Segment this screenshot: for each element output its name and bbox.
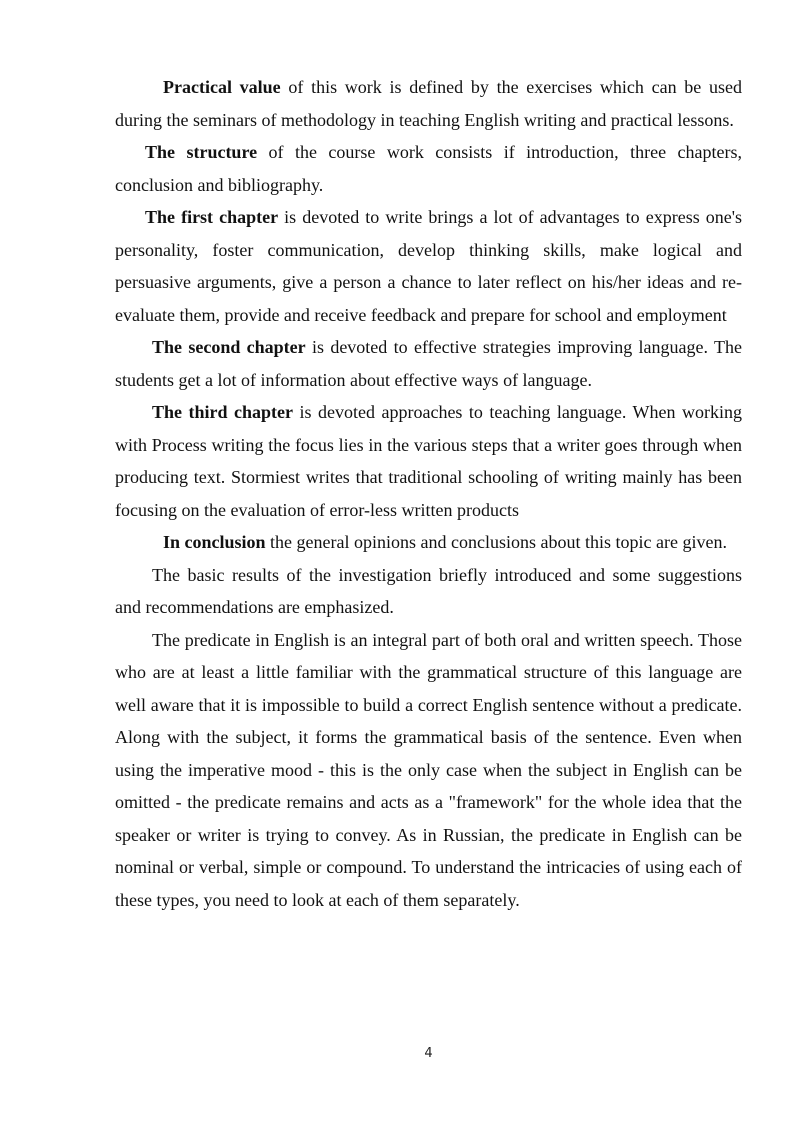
heading-second-chapter: The second chapter <box>152 337 306 357</box>
heading-practical-value: Practical value <box>163 77 281 97</box>
paragraph-basic-results: The basic results of the investigation briefly introduced and some suggestions and recommendations are emphasized. <box>115 564 742 617</box>
paragraph-practical-value <box>115 71 742 136</box>
paragraph-third-chapter-text: is devoted approaches to teaching language. When working with Process writing the focus lies in the various steps that a writer goes through when producing text. Stormiest writes that traditional schooling of writing mainly has been focusing on the evaluation of error-less written products <box>115 402 743 520</box>
document-page <box>115 71 742 916</box>
page-number: 4 <box>424 1046 433 1061</box>
paragraph-second-chapter-text: is devoted to effective strategies improving language. The students get a lot of information about effective ways of language. <box>115 337 742 390</box>
paragraph-structure-text: of the course work consists if introduction, three chapters, conclusion and bibliography. <box>115 142 743 195</box>
heading-conclusion: In conclusion <box>163 532 266 552</box>
heading-first-chapter: The first chapter <box>145 207 279 227</box>
paragraph-first-chapter-text: is devoted to write brings a lot of advantages to express one's personality, foster communication, develop thinking skills, make logical and persuasive arguments, give a person a chance to later reflect on his/her ideas and re-evaluate them, provide and receive feedback and prepare for school and employment <box>115 207 742 325</box>
paragraph-first-chapter <box>115 201 742 331</box>
paragraph-conclusion-text: the general opinions and conclusions about this topic are given. <box>265 532 727 552</box>
heading-structure: The structure <box>145 142 258 162</box>
heading-third-chapter: The third chapter <box>152 402 293 422</box>
paragraph-third-chapter <box>115 396 742 526</box>
paragraph-predicate: The predicate in English is an integral part of both oral and written speech. Those who are at least a little familiar with the grammatical structure of this language are well aware that it is impossible to build a correct English sentence without a predicate. Along with the subject, it forms the grammatical basis of the sentence. Even when using the imperative mood - this is the only case when the subject in English can be omitted - the predicate remains and acts as a "framework" for the whole idea that the speaker or writer is trying to convey. As in Russian, the predicate in English can be nominal or verbal, simple or compound. To understand the intricacies of using each of these types, you need to look at each of them separately. <box>115 629 742 910</box>
paragraph-second-chapter <box>115 331 742 396</box>
paragraph-conclusion <box>115 526 742 559</box>
paragraph-structure <box>115 136 742 201</box>
paragraph-practical-value-text: of this work is defined by the exercises which can be used during the seminars of methodology in teaching English writing and practical lessons. <box>115 77 742 130</box>
